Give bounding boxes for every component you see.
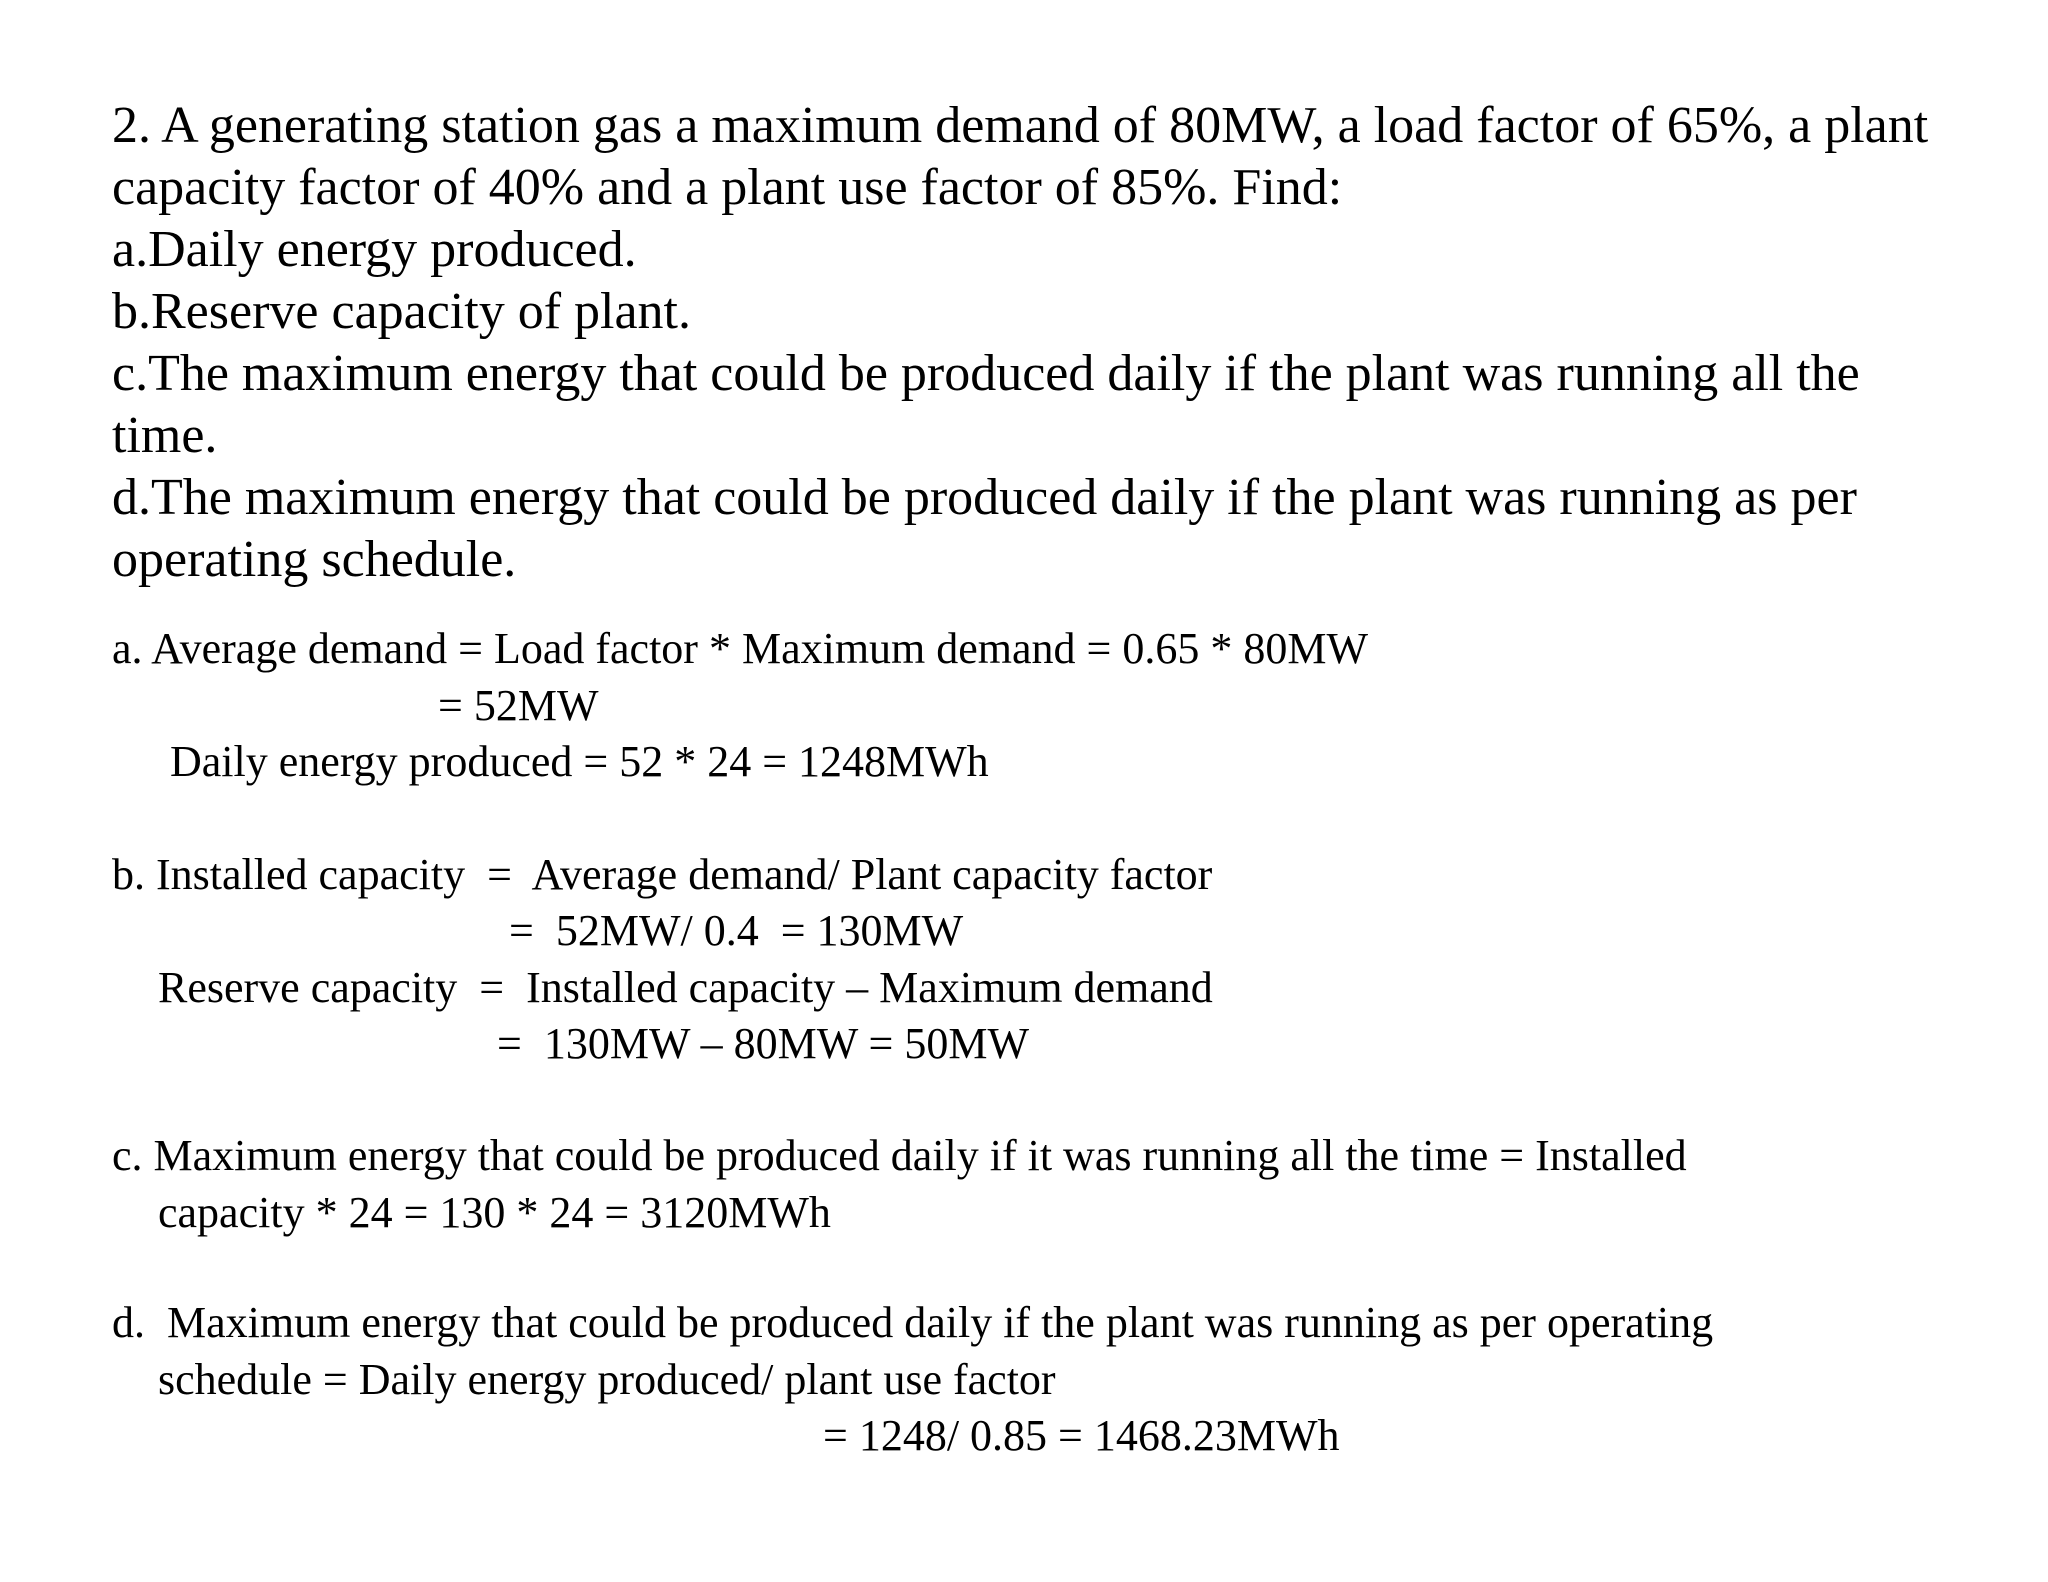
solution-b-line-1: b. Installed capacity = Average demand/ Plant capacity factor: [112, 850, 1213, 899]
question-line-1: 2. A generating station gas a maximum demand of 80MW, a load factor of 65%, a plant: [112, 97, 1929, 154]
question-line-4: b.Reserve capacity of plant.: [112, 283, 691, 340]
solution-a-line-2: = 52MW: [438, 681, 599, 730]
question-line-2: capacity factor of 40% and a plant use factor of 85%. Find:: [112, 159, 1343, 216]
question-line-6: time.: [112, 407, 218, 464]
solution-a-line-1: a. Average demand = Load factor * Maximum demand = 0.65 * 80MW: [112, 624, 1369, 673]
question-line-8: operating schedule.: [112, 531, 517, 588]
solution-d-line-3: = 1248/ 0.85 = 1468.23MWh: [823, 1411, 1340, 1460]
solution-d-line-1: d. Maximum energy that could be produced daily if the plant was running as per operating: [112, 1298, 1714, 1347]
solution-c-line-1: c. Maximum energy that could be produced daily if it was running all the time = Installed: [112, 1131, 1687, 1180]
question-line-3: a.Daily energy produced.: [112, 221, 637, 278]
question-line-7: d.The maximum energy that could be produced daily if the plant was running as per: [112, 469, 1857, 526]
solution-d-line-2: schedule = Daily energy produced/ plant use factor: [158, 1355, 1056, 1404]
question-line-5: c.The maximum energy that could be produced daily if the plant was running all the: [112, 345, 1860, 402]
solution-b-line-2: = 52MW/ 0.4 = 130MW: [509, 906, 964, 955]
solution-a-line-3: Daily energy produced = 52 * 24 = 1248MWh: [170, 737, 989, 786]
solution-b-line-4: = 130MW – 80MW = 50MW: [497, 1019, 1029, 1068]
solution-c-line-2: capacity * 24 = 130 * 24 = 3120MWh: [158, 1188, 831, 1237]
solution-b-line-3: Reserve capacity = Installed capacity – Maximum demand: [158, 963, 1213, 1012]
